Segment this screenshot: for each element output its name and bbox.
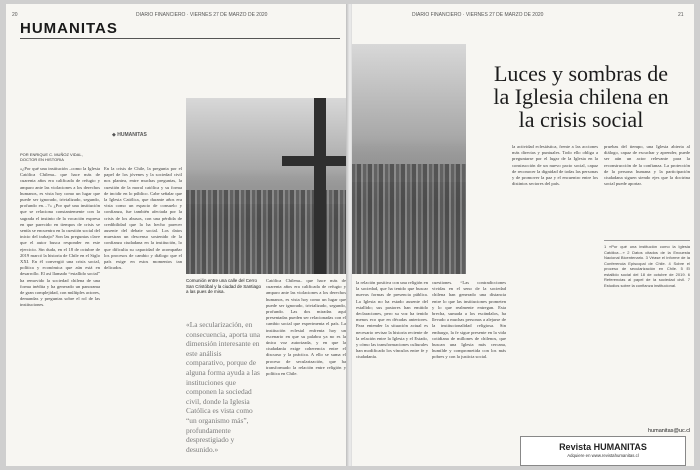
footnotes: 1 «Por qué una institución como la Iglesia Católica…» 2 Datos citados de la Encuesta Nacional Bicentenario. 3 Véase el informe de la Conferencia Episcopal de Chile. 4 Sobre el proceso de secularización en Chile. 5 El estallido social del 18 de octubre de 2019. 6 Referencias al papel de la sociedad civil. 7 Estudios sobre la confianza institucional. — [604, 244, 690, 288]
right-page-number: 21 — [678, 12, 684, 18]
article-title: Luces y sombras de la Iglesia chilena en la crisis social — [493, 61, 669, 132]
photo-caption: Comunión entre una calle del Cerro San Cristóbal y la ciudad de Santiago a las pues de misa. — [186, 278, 262, 295]
left-page-number: 20 — [12, 12, 18, 18]
article-column-4: la relación positiva con una religión en la sociedad, que ha tenido que buscar nuevas formas de presencia pública. La Iglesia no ha estado ausente del estallido; sus pastores han emitido declaraciones, pero su voz ha tenido menos eco que en décadas anteriores. Para entender la situación actual es necesario revisar la historia reciente de la relación entre la Iglesia y el Estado, y cómo las transformaciones culturales han modificado los vínculos entre fe y ciudadanía. — [356, 280, 428, 360]
logo-mark-icon: ◆ — [112, 132, 116, 138]
notes-rule — [604, 240, 690, 241]
section-rule — [20, 38, 340, 39]
article-column-2: En la crisis de Chile, la pregunta por el papel de los jóvenes y la sociedad civil nos plantea, entre muchas preguntas, la cuestión de la moral católica y su forma de incidir en lo público. Cabe señalar que la Iglesia Católica, que durante años era vista como un espacio de consuelo y confianza, fue también afectada por la crisis de los abusos, con una pérdida de credibilidad que la ha hecho parecer ausente del debate social. Los datos muestran un descenso sostenido de la confianza ciudadana en la institución, lo que dificulta su capacidad de acompañar los procesos de cambio y diálogo que el país exige en estos momentos tan delicados. — [104, 166, 182, 271]
article-column-5: cuestiones. “Las contradicciones vividas en el seno de la sociedad chilena han generado una distancia entre lo que las instituciones prometen y lo que realmente entregan. Esta brecha, sumada a los escándalos, ha llevado a muchas personas a alejarse de la institucionalidad religiosa. Sin embargo, la fe sigue presente en la vida cotidiana de millones de chilenos, que buscan una Iglesia más cercana, humilde y comprometida con los más pobres y con la justicia social. — [432, 280, 506, 360]
church-cross-photo-continued — [352, 44, 466, 274]
right-page — [352, 4, 694, 466]
pull-quote: «La secularización, en consecuencia, aporta una dimensión interesante en este análisis comparativo, porque de alguna forma ayuda a las instituciones que componen la sociedad civil, donde la Iglesia Católica es vista como “un organismo más”, profundamente desprestigiado y desunido.» — [186, 320, 261, 454]
cross-bar — [282, 156, 348, 166]
article-column-7: pruebas del tiempo, una Iglesia abierta al diálogo, capaz de escuchar y aprender, puede ser aún un actor relevante para la reconstrucción de la confianza. La protección de la persona humana y la participación ciudadana siguen siendo ejes que la doctrina social puede aportar. — [604, 144, 690, 187]
right-running-header: DIARIO FINANCIERO · VIERNES 27 DE MARZO DE 2020 — [412, 12, 544, 18]
church-cross-photo — [186, 98, 348, 274]
article-column-6: la actividad eclesiástica, frente a las acciones más directas y puntuales. Todo ello obliga a preguntarse por el lugar de la Iglesia en la construcción de un nuevo pacto social, capaz de reconocer la dignidad de todas las personas y de promover la paz y el encuentro entre los distintos sectores del país. — [512, 144, 598, 187]
left-page — [6, 4, 348, 466]
humanitas-logo: ◆ HUMANITAS — [112, 132, 147, 138]
article-column-1: «¿Por qué una institución –como la Iglesia Católica Chilena– que hace más de cuarenta años era calificada de refugio y amparo ante las violaciones a los derechos humanos, es vista hoy como un lugar que puede ser ignorado, trivializado, segundo, profundo en…?» ¿Por qué una institución que se relaciona constantemente con la sagrada el instinto de la vocación expresa en que parecido en tiempos de crisis se sentía se encuentra en la cuestión social del inicio del trabajo? Son las preguntas clave que el autor busca responder en este ejercicio. Sin duda, en el 18 de octubre de 2019 marcó la historia de Chile en el Siglo XXI. En él convergió una crisis social, política y económica que aún está en desarrollo. El así llamado “estallido social” ha removido la sociedad chilena de una forma inédita y ha generado un panorama de gran complejidad, con múltiples actores, demandas y preguntas sobre el rol de las instituciones. — [20, 166, 100, 308]
contact-email[interactable]: humanitas@uc.cl — [648, 428, 691, 434]
humanitas-ad-box[interactable]: Revista HUMANITAS Adquiere en www.revistahumanitas.cl — [520, 436, 686, 466]
section-title: HUMANITAS — [20, 20, 118, 37]
cross-icon — [314, 98, 326, 274]
article-column-3: Católica Chilena– que hace más de cuarenta años era calificada de refugio y amparo ante las violaciones a los derechos humanos, es vista hoy como un lugar que puede ser ignorado, trivializado, segundo, profundo. Las dos miradas aquí presentadas pueden ser relacionadas con el cambio social que experimenta el país. La institución eclesial enfrenta hoy un escenario en que su palabra ya no es la única voz autorizada, y en que la ciudadanía exige coherencia entre el discurso y la práctica. A ello se suma el proceso de secularización, que ha transformado la relación entre religión y política en Chile. — [266, 278, 346, 377]
byline: POR ENRIQUE C. MUÑOZ VIDAL, DOCTOR EN HISTORIA — [20, 152, 83, 163]
left-running-header: DIARIO FINANCIERO · VIERNES 27 DE MARZO DE 2020 — [136, 12, 268, 18]
